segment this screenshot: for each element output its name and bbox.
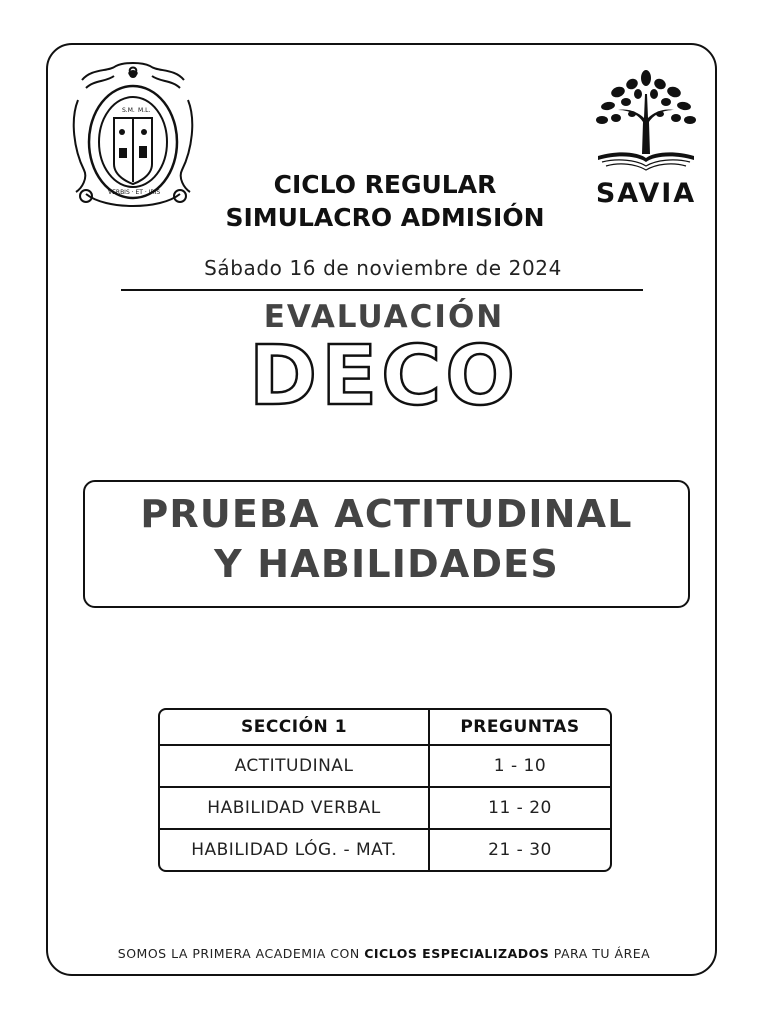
- questions-column-header: PREGUNTAS: [430, 710, 610, 746]
- evaluation-name-outline: [230, 330, 538, 416]
- header-divider: [121, 289, 643, 291]
- tree-book-icon: [588, 64, 704, 180]
- crest-initials-left: S.M.: [122, 107, 135, 114]
- savia-logo: [588, 64, 704, 214]
- footer-tagline: [60, 946, 708, 961]
- table-header-row: [160, 710, 610, 746]
- exam-title-line2: Y HABILIDADES: [214, 542, 559, 586]
- section-column-header: SECCIÓN 1: [160, 710, 430, 746]
- section-name: ACTITUDINAL: [160, 746, 430, 788]
- exam-title-box: [83, 480, 690, 608]
- crest-motto: VERBIS · ET · IRIS: [108, 189, 161, 196]
- footer-text-before: SOMOS LA PRIMERA ACADEMIA CON: [117, 946, 365, 961]
- evaluation-name: DECO: [249, 330, 519, 416]
- crest-initials-right: M.L.: [138, 107, 151, 114]
- table-row: [160, 830, 610, 870]
- sections-table: [158, 708, 612, 872]
- cycle-title: CICLO REGULAR: [273, 170, 497, 199]
- question-range: 1 - 10: [430, 746, 610, 788]
- footer-text-after: PARA TU ÁREA: [549, 946, 651, 961]
- table-row: [160, 746, 610, 788]
- question-range: 21 - 30: [488, 840, 552, 860]
- section-name: HABILIDAD VERBAL: [160, 788, 430, 830]
- university-crest-icon: [68, 60, 198, 210]
- exam-date: Sábado 16 de noviembre de 2024: [204, 256, 562, 280]
- table-row: [160, 788, 610, 830]
- footer-text-bold: CICLOS ESPECIALIZADOS: [364, 946, 550, 961]
- exam-title-line1: PRUEBA ACTITUDINAL: [140, 492, 633, 536]
- question-range: 11 - 20: [430, 788, 610, 830]
- mock-exam-title: SIMULACRO ADMISIÓN: [225, 203, 545, 232]
- evaluation-label: EVALUACIÓN: [263, 299, 505, 335]
- savia-brand-text: SAVIA: [595, 178, 697, 209]
- section-name: HABILIDAD LÓG. - MAT.: [160, 830, 430, 870]
